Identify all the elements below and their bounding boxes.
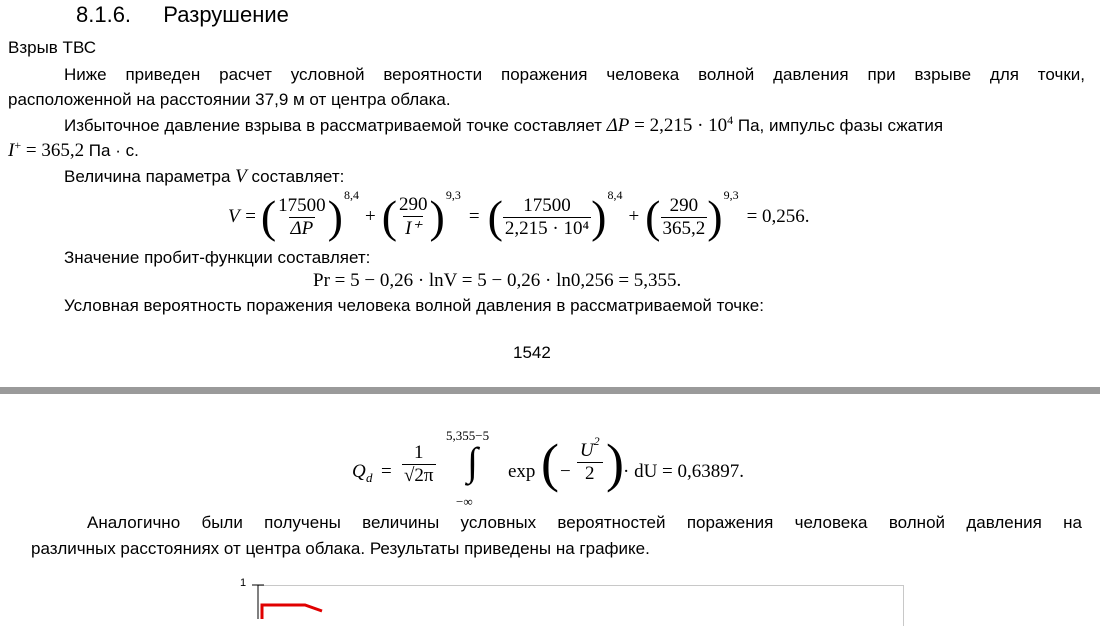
paragraph-6-line-1: Аналогично были получены величины условных вероятностей поражения человека волной давления на xyxy=(87,513,1082,532)
paragraph-2-line-2: I+ = 365,2 Па · с. xyxy=(8,138,139,161)
page-separator xyxy=(0,387,1100,394)
impulse-value: = 365,2 xyxy=(21,140,85,161)
delta-p-value: 2,215 · 10 xyxy=(649,115,728,136)
formula-v: V = ( $\frac{17500}{\Delta P}$ ) 8,4 + ( $\frac{290}{I^+}$ ) 9,3 = ( $\frac{17500}{\text{2,215 · 10⁴}}$ ) 8,4 + ( $\frac{290}{365,2}$ ) 9,3 = 0,256. xyxy=(228,187,810,242)
section-heading xyxy=(76,2,289,28)
section-title: Разрушение xyxy=(163,2,289,27)
impulse-symbol: I xyxy=(8,140,15,161)
paragraph-2-line-1: Избыточное давление взрыва в рассматриваемой точке составляет $\Delta P = 2,215 \cdot 10^4$ Па, импульс фазы сжатия xyxy=(64,113,944,136)
delta-p-symbol: ΔP xyxy=(606,115,630,136)
paragraph-1-line-1: Ниже приведен расчет условной вероятности поражения человека волной давления при взрыве для точки, xyxy=(64,65,1085,84)
paragraph-6-line-2: различных расстояниях от центра облака. Результаты приведены на графике. xyxy=(31,539,650,558)
section-number: 8.1.6. xyxy=(76,2,132,27)
paragraph-3: Величина параметра V составляет: xyxy=(64,166,345,187)
integral-sign: ∫ xyxy=(467,439,478,484)
paragraph-4: Значение пробит-функции составляет: xyxy=(64,248,371,267)
plot-frame xyxy=(258,585,904,626)
paragraph-5: Условная вероятность поражения человека волной давления в рассматриваемой точке: xyxy=(64,296,764,315)
page-number: 1542 xyxy=(513,343,551,362)
y-tick-label: 1 xyxy=(240,577,247,589)
subheading: Взрыв ТВС xyxy=(8,38,96,57)
paragraph-1-line-2: расположенной на расстоянии 37,9 м от центра облака. xyxy=(8,90,451,109)
formula-probit: Pr = 5 − 0,26 · lnV = 5 − 0,26 · ln0,256 = 5,355. xyxy=(313,270,682,291)
